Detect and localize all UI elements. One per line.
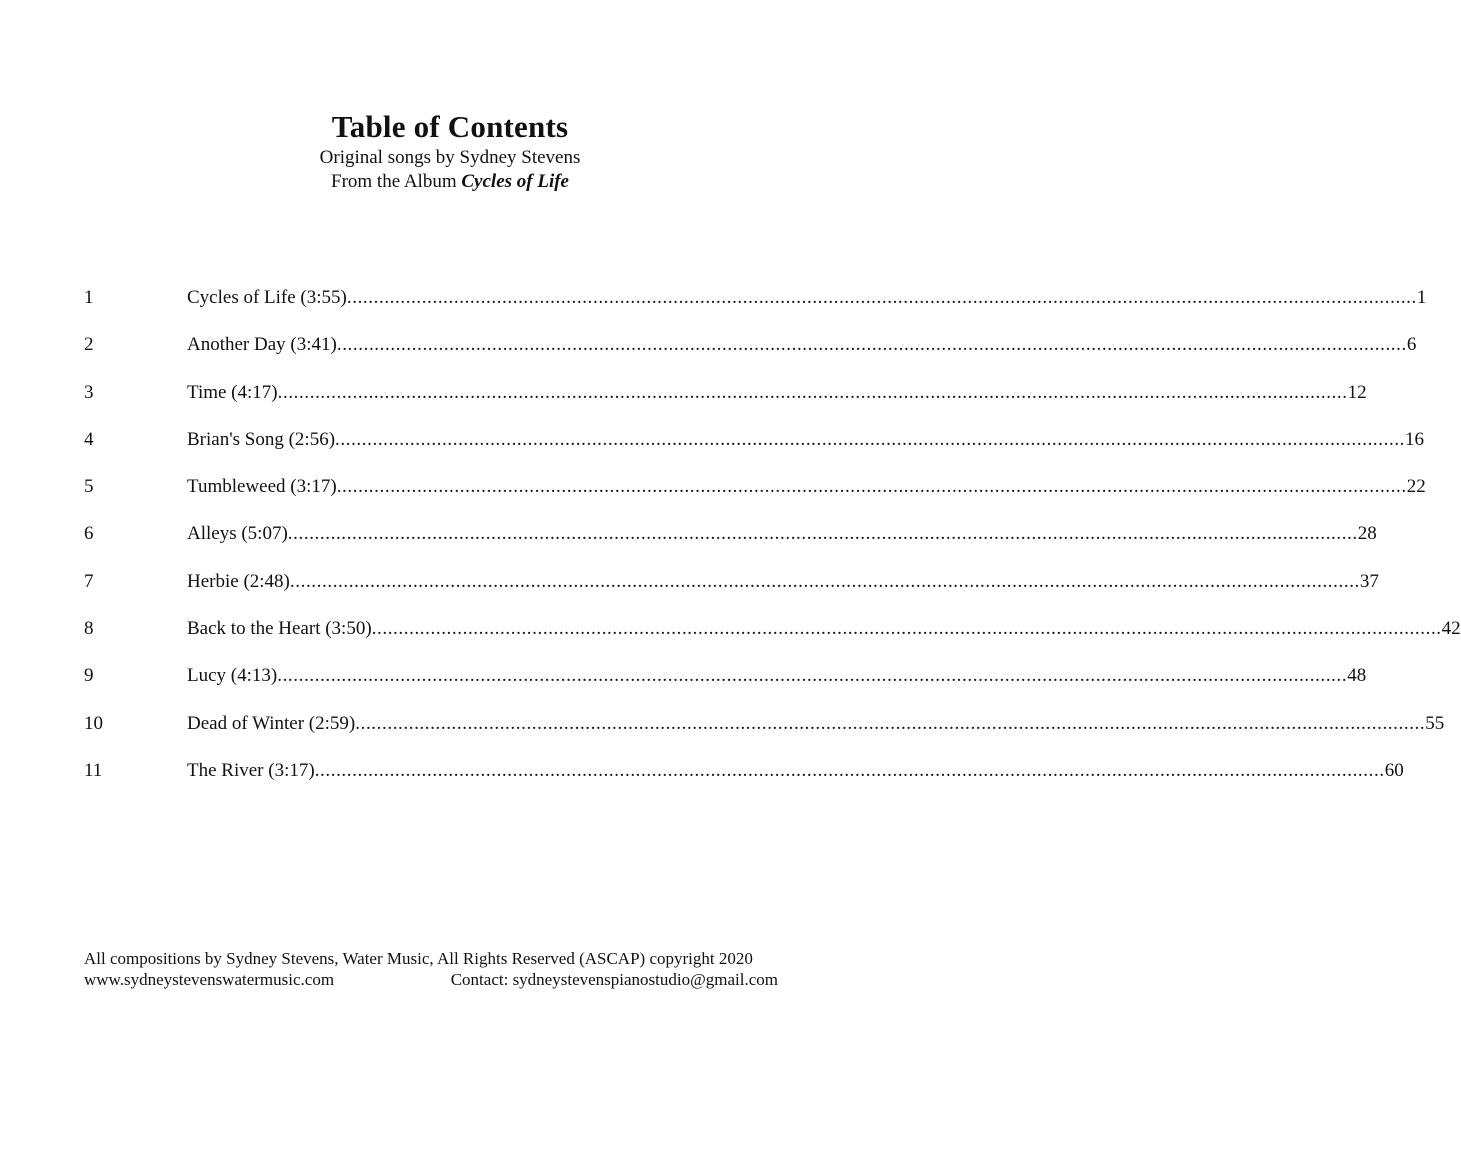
toc-entry xyxy=(84,522,1377,569)
copyright-notice: All compositions by Sydney Stevens, Water Music, All Rights Reserved (ASCAP) copyright 2020 xyxy=(84,949,753,968)
toc-line xyxy=(187,617,1461,641)
dot-leader: ........................................................................................................................................................................................................ xyxy=(355,712,1426,734)
page-title: Table of Contents xyxy=(331,109,569,144)
page-number: 55 xyxy=(1425,712,1445,734)
dot-leader: ........................................................................................................................................................................................................ xyxy=(346,287,1417,308)
dot-leader: ........................................................................................................................................................................................................ xyxy=(287,523,1358,545)
page-number: 16 xyxy=(1405,428,1425,450)
track-title: Back to the Heart (3:50) xyxy=(187,618,372,640)
track-number: 11 xyxy=(84,759,103,781)
toc-line xyxy=(187,712,1445,736)
page-number: 42 xyxy=(1441,618,1461,640)
toc-line xyxy=(187,381,1367,405)
page-number: 22 xyxy=(1406,476,1426,498)
album-name: Cycles of Life xyxy=(461,171,569,192)
toc-entry xyxy=(84,286,1427,333)
track-number: 9 xyxy=(84,665,94,687)
toc-entry xyxy=(84,759,1404,806)
track-number: 7 xyxy=(84,570,94,592)
page-number: 1 xyxy=(1416,287,1427,308)
page-number: 48 xyxy=(1347,665,1367,687)
track-number: 5 xyxy=(84,476,94,498)
track-title: The River (3:17) xyxy=(187,759,315,781)
toc-line xyxy=(187,522,1377,546)
toc-line xyxy=(187,333,1417,357)
track-title: Time (4:17) xyxy=(187,381,278,403)
page-number: 6 xyxy=(1406,334,1417,356)
toc-entry xyxy=(84,617,1461,664)
toc-entry xyxy=(84,381,1367,428)
toc-entry xyxy=(84,333,1417,380)
toc-entry xyxy=(84,428,1425,475)
album-prefix: From the Album xyxy=(331,171,457,192)
track-title: Lucy (4:13) xyxy=(187,665,278,687)
track-title: Dead of Winter (2:59) xyxy=(187,712,356,734)
album-line xyxy=(0,170,900,194)
track-number: 1 xyxy=(84,287,94,308)
page-number: 12 xyxy=(1347,381,1367,403)
track-title: Herbie (2:48) xyxy=(187,570,290,592)
page-number: 37 xyxy=(1359,570,1379,592)
dot-leader: ........................................................................................................................................................................................................ xyxy=(336,476,1407,498)
toc-line xyxy=(187,759,1404,783)
toc-line xyxy=(187,664,1367,688)
dot-leader: ........................................................................................................................................................................................................ xyxy=(335,428,1406,450)
track-number: 3 xyxy=(84,381,94,403)
toc-list xyxy=(84,286,1461,806)
dot-leader: ........................................................................................................................................................................................................ xyxy=(289,570,1360,592)
track-number: 4 xyxy=(84,428,94,450)
track-number: 10 xyxy=(84,712,103,734)
toc-line xyxy=(187,428,1425,452)
toc-line xyxy=(187,286,1427,310)
page-number: 28 xyxy=(1357,523,1377,545)
toc-entry xyxy=(84,475,1426,522)
track-number: 2 xyxy=(84,334,94,356)
toc-line xyxy=(187,570,1379,594)
track-title: Alleys (5:07) xyxy=(187,523,288,545)
contact-email[interactable]: Contact: sydneystevenspianostudio@gmail.com xyxy=(450,970,778,989)
page-number: 60 xyxy=(1384,759,1404,781)
track-title: Another Day (3:41) xyxy=(187,334,337,356)
toc-entry xyxy=(84,712,1445,759)
track-number: 6 xyxy=(84,523,94,545)
track-title: Tumbleweed (3:17) xyxy=(187,476,337,498)
toc-entry xyxy=(84,570,1379,617)
website-link[interactable]: www.sydneystevenswatermusic.com xyxy=(84,970,335,989)
page-footer xyxy=(84,948,778,990)
footer-contact-line xyxy=(84,969,778,990)
dot-leader: ........................................................................................................................................................................................................ xyxy=(336,334,1407,356)
toc-line xyxy=(187,475,1426,499)
page-header xyxy=(0,108,900,194)
toc-entry xyxy=(84,664,1367,711)
dot-leader: ........................................................................................................................................................................................................ xyxy=(277,381,1348,403)
dot-leader: ........................................................................................................................................................................................................ xyxy=(277,665,1348,687)
subtitle: Original songs by Sydney Stevens xyxy=(319,147,581,168)
track-title: Cycles of Life (3:55) xyxy=(187,287,347,308)
track-title: Brian's Song (2:56) xyxy=(187,428,336,450)
dot-leader: ........................................................................................................................................................................................................ xyxy=(314,759,1385,781)
track-number: 8 xyxy=(84,618,94,640)
dot-leader: ........................................................................................................................................................................................................ xyxy=(371,618,1442,640)
